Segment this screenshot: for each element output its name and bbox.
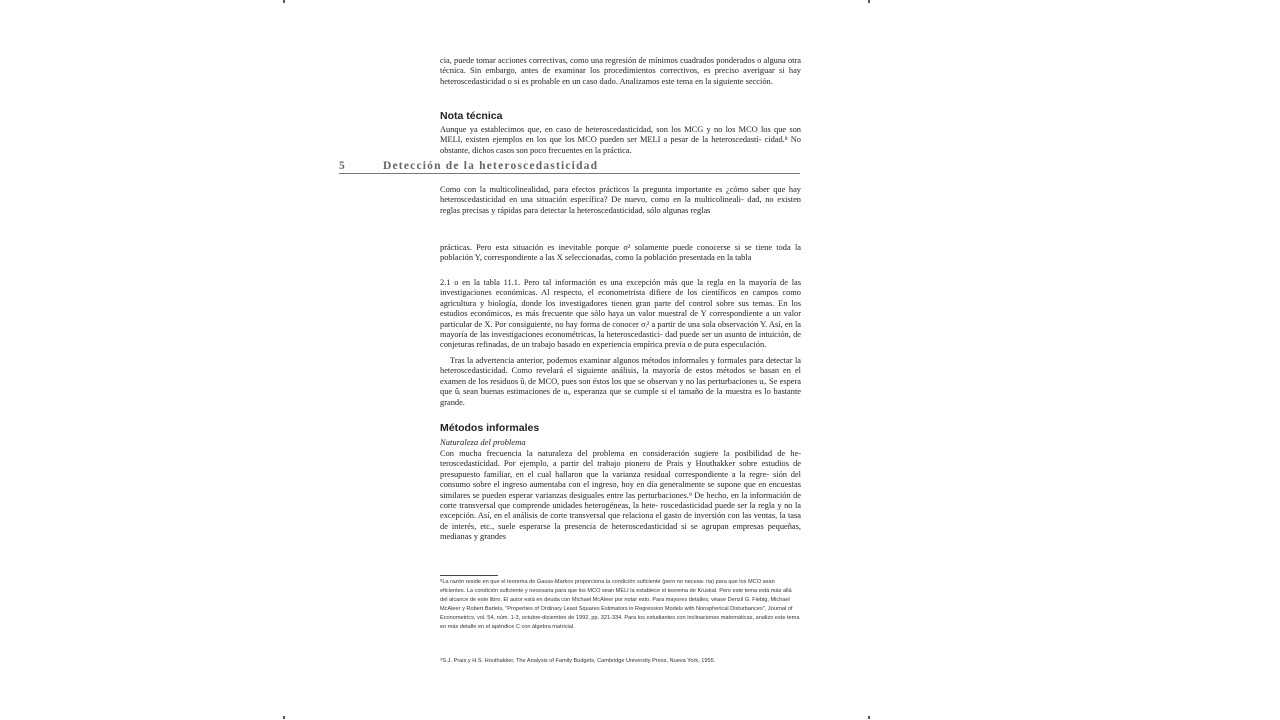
body-paragraph: 2.1 o en la tabla 11.1. Pero tal información es una excepción más que la regla en la mayoría de las investigaciones económicas. Al respecto, el econometrista difiere de los científicos en campos como agricultura y biología, donde los investigadores tienen gran parte del control sobre sus temas. En los estudios económicos, es más frecuente que sólo haya un valor muestral de Y correspondiente a un valor particular de X. Por consiguiente, no hay forma de conocer σᵢ² a partir de una sola observación Y. Así, en la mayoría de las investigaciones econométricas, la heteroscedastici- dad puede ser un asunto de intuición, de conjeturas refinadas, de un trabajo basado en experiencia empírica previa o de pura especulación. — [440, 278, 801, 350]
nota-tecnica-paragraph: Aunque ya establecimos que, en caso de heteroscedasticidad, son los MCG y no los MCO los que son MELI, existen ejemplos en los que los MCO pueden ser MELI a pesar de la heteroscedastí- cidad.⁸ No obstante, dichos casos son poco frecuentes en la práctica. — [440, 125, 801, 155]
metodos-subheading: Naturaleza del problema — [440, 437, 526, 447]
section-number: 5 — [339, 160, 346, 172]
metodos-block — [440, 449, 801, 543]
crop-mark — [283, 0, 285, 3]
body-p4-block — [440, 356, 801, 408]
metodos-paragraph: Con mucha frecuencia la naturaleza del problema en consideración sugiere la posibilidad de he- teroscedasticidad. Por ejemplo, a partir del trabajo pionero de Prais y Houthakker sobre estudios de presupuesto familiar, en el cual hallaron que la varianza residual correspondiente a la regre- sión del consumo sobre el ingreso aumentaba con el ingreso, hoy en día generalmente se supone que en encuestas similares se pueden esperar varianzas desiguales entre las perturbaciones.⁹ De hecho, en la información de corte transversal que comprende unidades heterogéneas, la hete- roscedasticidad puede ser la regla y no la excepción. Así, en el análisis de corte transversal que relaciona el gasto de inversión con las ventas, la tasa de interés, etc., suele esperarse la presencia de heteroscedasticidad si se agrupan empresas pequeñas, medianas y grandes — [440, 449, 801, 542]
crop-mark — [868, 716, 870, 719]
crop-mark — [283, 716, 285, 719]
footnote-9: ⁹S.J. Prais y H.S. Houthakker, The Analysis of Family Budgets, Cambridge University Press, Nueva York, 1955. — [440, 658, 716, 664]
body-p2-block — [440, 243, 801, 264]
body-p1-block — [440, 185, 801, 216]
section-title: Detección de la heteroscedasticidad — [383, 160, 599, 172]
body-paragraph: prácticas. Pero esta situación es inevitable porque σ² solamente puede conocerse si se tiene toda la población Y, correspondiente a las X seleccionadas, como la población presentada en la tabla — [440, 243, 801, 263]
metodos-heading: Métodos informales — [440, 422, 540, 434]
body-p3-block — [440, 278, 801, 351]
intro-block — [440, 56, 801, 87]
body-paragraph: Como con la multicolinealidad, para efectos prácticos la pregunta importante es ¿cómo saber que hay heteroscedasticidad en una situación específica? De nuevo, como en la multicolineali- dad, no existen reglas precisas y rápidas para detectar la heteroscedasticidad, sólo algunas reglas — [440, 185, 801, 215]
nota-tecnica-block — [440, 125, 801, 156]
intro-paragraph: cia, puede tomar acciones correctivas, como una regresión de mínimos cuadrados ponderados o alguna otra técnica. Sin embargo, antes de examinar los procedimientos correctivos, es preciso averiguar si hay heteroscedasticidad o si es probable en un caso dado. Analizamos este tema en la siguiente sección. — [440, 56, 801, 86]
nota-tecnica-heading: Nota técnica — [440, 110, 503, 122]
footnote-8: ⁸La razón reside en que el teorema de Gauss-Markov proporciona la condición suficiente (pero no necesa- ria) para que los MCO sean eficientes. La condición suficiente y necesaria para que los MCO sean MELI la establece el teorema de Kruskal. Pero este tema está más allá del alcance de este libro. El autor está en deuda con Michael McAleer por notar esto. Para mayores detalles, véase Denzil G. Fiebig, Michael McAleer y Robert Bartels, "Properties of Ordinary Least Squares Estimators in Regression Models with Nonspherical Disturbances", Journal of Econometrics, vol. 54, núm. 1-3, octubre-diciembre de 1992, pp. 321-334. Para los estudiantes con inclinaciones matemáticas, analizo este tema en más detalle en el apéndice C con álgebra matricial. — [440, 579, 800, 630]
footnote-rule — [440, 575, 498, 576]
section-heading — [339, 160, 800, 174]
body-paragraph: Tras la advertencia anterior, podemos examinar algunos métodos informales y formales para detectar la heteroscedasticidad. Como revelará el siguiente análisis, la mayoría de estos métodos se basan en el examen de los residuos ûᵢ de MCO, pues son éstos los que se observan y no las perturbaciones uᵢ. Se espera que ûᵢ sean buenas estimaciones de uᵢ, esperanza que se cumple si el tamaño de la muestra es lo bastante grande. — [440, 356, 801, 407]
crop-mark — [868, 0, 870, 3]
